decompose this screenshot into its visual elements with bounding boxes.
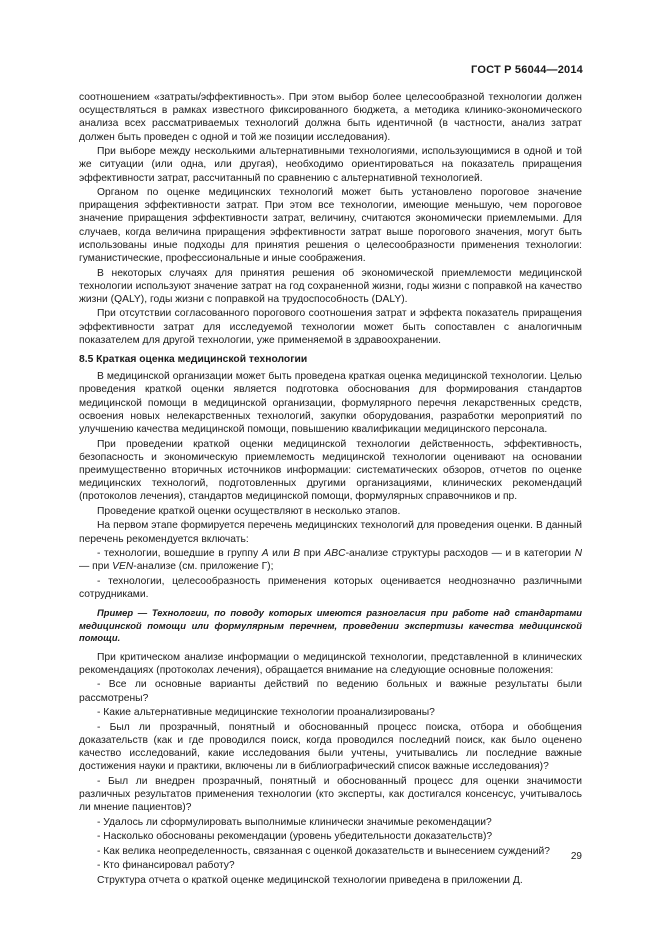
list-item: - Какие альтернативные медицинские технологии проанализированы?	[97, 707, 435, 719]
paragraph: В медицинской организации может быть проведена краткая оценка медицинской технологии. Целью проведения краткой оценки является подготовка обоснования для формирования стандартов медицинской помощи в медицинской организации, формулярного перечня лекарственных средств, освоения новых нелекарственных технологий, закупки оборудования, разработки мероприятий по улучшению качества медицинской помощи, повышению квалификации медицинского персонала.	[79, 371, 582, 436]
page-body	[79, 91, 582, 888]
paragraph: На первом этапе формируется перечень медицинских технологий для проведения оценки. В данный перечень рекомендуется включать:	[79, 520, 582, 545]
paragraph: соотношением «затраты/эффективность». При этом выбор более целесообразной технологии должен осуществляться в рамках известного фиксированного бюджета, а методика клинико-экономического анализа всех рассматриваемых технологий должна быть идентичной (в частности, анализ затрат должен быть проведен с одной и той же позиции исследования).	[79, 92, 582, 143]
list-item: - Был ли внедрен прозрачный, понятный и обоснованный процесс для оценки значимости различных результатов применения технологии (кто эксперты, как достигался консенсус, учитывалось ли мнение пациентов)?	[79, 775, 582, 814]
section-heading: 8.5 Краткая оценка медицинской технологии	[79, 354, 308, 366]
paragraph: В некоторых случаях для принятия решения об экономической приемлемости медицинской технологии используют значение затрат на год сохраненной жизни, годы жизни с поправкой на качество жизни (QALY), годы жизни с поправкой на трудоспособность (DALY).	[79, 267, 582, 305]
paragraph: При критическом анализе информации о медицинской технологии, представленной в клинических рекомендациях (протоколах лечения), обращается внимание на следующие основные положения:	[79, 651, 582, 676]
example-note: Пример — Технологии, по поводу которых имеются разногласия при работе над стандартами медицинской помощи или формулярным перечнем, проведении экспертизы качества медицинской помощи.	[79, 607, 582, 644]
list-item: - Удалось ли сформулировать выполнимые клинически значимые рекомендации?	[97, 816, 492, 828]
paragraph: При выборе между несколькими альтернативными технологиями, использующимися в одной и той же ситуации (или одна, или другая), необходимо ориентироваться на показатель приращения эффективности затрат, рассчитанный по сравнению с альтернативной технологией.	[79, 146, 582, 184]
list-item: - Кто финансировал работу?	[97, 860, 235, 872]
list-item: - Насколько обоснованы рекомендации (уровень убедительности доказательств)?	[97, 831, 493, 843]
list-item: - Все ли основные варианты действий по ведению больных и важные результаты были рассмотрены?	[79, 679, 582, 704]
paragraph: Органом по оценке медицинских технологий может быть установлено пороговое значение приращения эффективности затрат. При этом все технологии, имеющие меньшую, чем пороговое значение приращения эффективности затрат, величину, считаются экономически приемлемыми. Для случаев, когда величина приращения эффективности затрат выше порогового значения, могут быть использованы иные подходы для принятия решения о целесообразности применения технологии: гуманистические, профессиональные и иные соображения.	[79, 187, 582, 265]
paragraph: При отсутствии согласованного порогового соотношения затрат и эффекта показатель приращения эффективности затрат для исследуемой технологии может быть сопоставлен с аналогичным показателем для другой технологии, уже применяемой в здравоохранении.	[79, 308, 582, 346]
paragraph: Проведение краткой оценки осуществляют в несколько этапов.	[97, 505, 401, 517]
paragraph: При проведении краткой оценки медицинской технологии действенность, эффективность, безопасность и экономическую приемлемость медицинской технологии оценивают на основании преимущественно вторичных источников информации: систематических обзоров, отчетов по оценке медицинских технологий, подготовленных другими организациями, клинических рекомендаций (протоколов лечения), стандартов медицинской помощи, формулярных справочников и пр.	[79, 438, 582, 503]
paragraph: Структура отчета о краткой оценке медицинской технологии приведена в приложении Д.	[97, 874, 523, 886]
document-id-header: ГОСТ Р 56044—2014	[471, 64, 583, 76]
list-item: - Был ли прозрачный, понятный и обоснованный процесс поиска, отбора и обобщения доказательств (как и где проводился поиск, когда проводился последний поиск, как было оценено качество исследований, какие исследования были учтены, учитывались ли последние важные достижения науки и практики, включены ли в библиографический список важные исследования)?	[79, 721, 582, 773]
page-number: 29	[570, 851, 582, 862]
list-item: - Как велика неопределенность, связанная с оценкой доказательств и вынесением суждений?	[97, 845, 550, 857]
list-item: - технологии, целесообразность применения которых оценивается неоднозначно различными сотрудниками.	[79, 575, 582, 600]
list-item: - технологии, вошедшие в группу A или B при ABC-анализе структуры расходов — и в категории N — при VEN-анализе (см. приложение Г);	[79, 548, 583, 573]
